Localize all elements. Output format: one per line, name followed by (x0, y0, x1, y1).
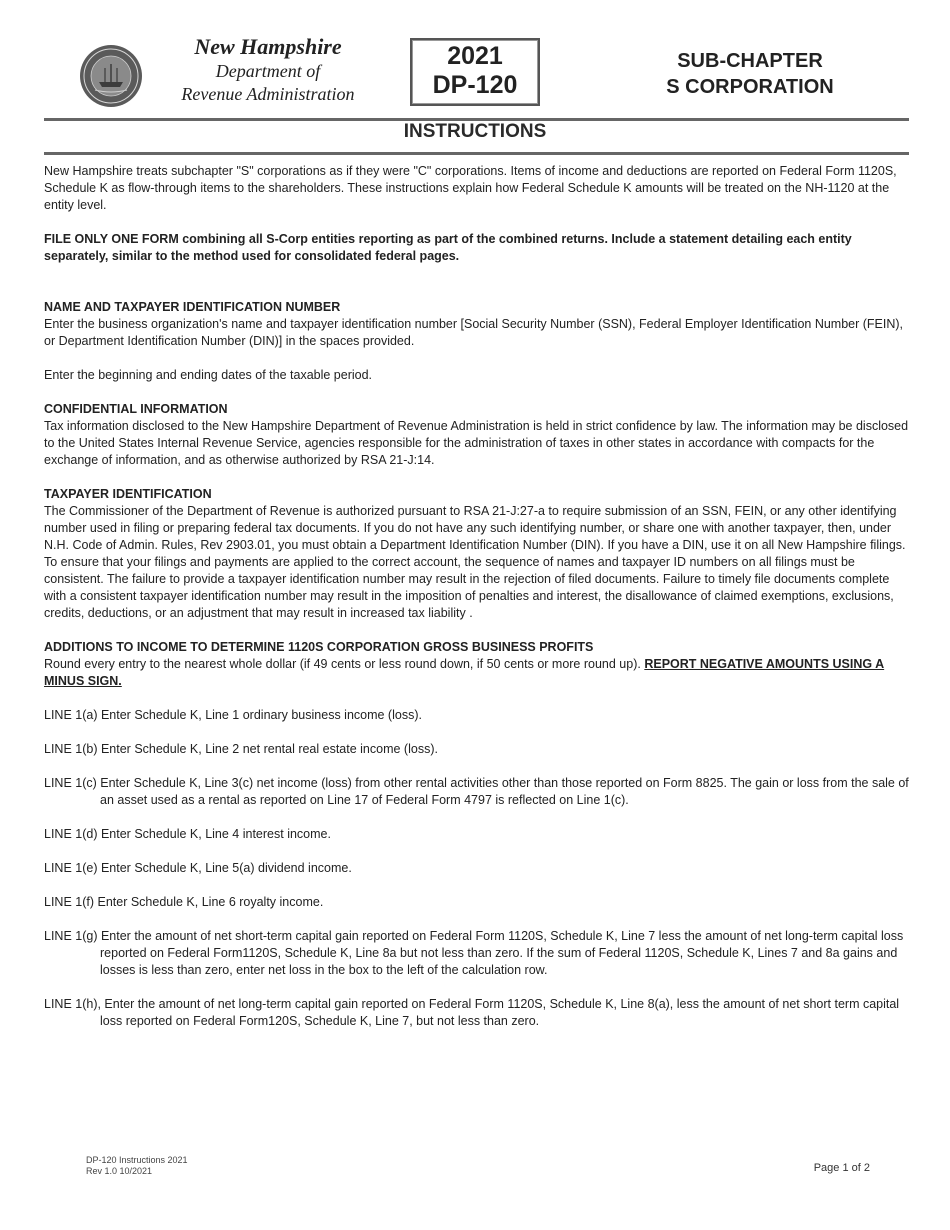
name-tin-text: Enter the business organization's name and taxpayer identification number [Social Security Number (SSN), Federal Employer Identification Number (FEIN), or Department Identification Number (DIN)] in the spaces provided. (44, 317, 904, 348)
header-divider-bottom (44, 152, 909, 155)
line-item: LINE 1(h), Enter the amount of net long-term capital gain reported on Federal Form 1120S, Schedule K, Line 8(a), less the amount of net short term capital loss reported on Federal Form120S, Schedule K, Line 7, but not less than zero. (44, 997, 900, 1028)
line-item: LINE 1(e) Enter Schedule K, Line 5(a) dividend income. (44, 861, 352, 875)
rounding-text: Round every entry to the nearest whole dollar (if 49 cents or less round down, if 50 cents or more round up). (44, 657, 645, 671)
dates-text: Enter the beginning and ending dates of the taxable period. (44, 368, 373, 382)
additions-text (44, 656, 914, 690)
form-year: 2021 (447, 42, 503, 70)
line-item: LINE 1(f) Enter Schedule K, Line 6 royalty income. (44, 895, 324, 909)
state-seal-icon (79, 44, 143, 108)
agency-dept-line1: Department of (215, 61, 321, 81)
line-item: LINE 1(d) Enter Schedule K, Line 4 interest income. (44, 827, 331, 841)
footer-revision: Rev 1.0 10/2021 (86, 1166, 153, 1176)
agency-name (158, 34, 378, 106)
intro-paragraph: New Hampshire treats subchapter "S" corporations as if they were "C" corporations. Items of income and deductions are reported on Federal Form 1120S, Schedule K as flow-through items to the shareholders. These instructions explain how Federal Schedule K amounts will be treated on the NH-1120 at the entity level. (44, 164, 897, 212)
footer-doc-info (86, 1155, 188, 1177)
name-tin-heading: NAME AND TAXPAYER IDENTIFICATION NUMBER (44, 300, 341, 314)
agency-dept-line2: Revenue Administration (181, 84, 355, 104)
line-item: LINE 1(a) Enter Schedule K, Line 1 ordinary business income (loss). (44, 708, 422, 722)
taxpayer-id-text: The Commissioner of the Department of Revenue is authorized pursuant to RSA 21-J:27-a to require submission of an SSN, FEIN, or any other identifying number used in filing or preparing federal tax documents. If you do not have any such identifying number, or share one with another taxpayer, then, under N.H. Code of Admin. Rules, Rev 2903.01, you must obtain a Department Identification Number (DIN). If you have a DIN, use it on all New Hampshire filings. To ensure that your filings and payments are applied to the correct account, the sequence of names and taxpayer ID numbers on all filings must be consistent. The failure to provide a taxpayer identification number may result in the rejection of filed documents. Failure to timely file documents complete with a consistent taxpayer identification number may result in the imposition of penalties and interest, the disallowance of claimed exemptions, exclusions, credits, deductions, or an adjustment that may result in increased tax liability . (44, 504, 906, 620)
line-item: LINE 1(b) Enter Schedule K, Line 2 net rental real estate income (loss). (44, 742, 438, 756)
negative-amounts-notice: REPORT NEGATIVE AMOUNTS USING A MINUS SIGN. (44, 657, 885, 688)
additions-heading: ADDITIONS TO INCOME TO DETERMINE 1120S CORPORATION GROSS BUSINESS PROFITS (44, 640, 594, 654)
line-item: LINE 1(g) Enter the amount of net short-term capital gain reported on Federal Form 1120S, Schedule K, Line 7 less the amount of net long-term capital loss reported on Federal Form1120S, Schedule K, Line 8a but not less than zero. If the sum of Federal 1120S, Schedule K, Lines 7 and 8a gains and losses is less than zero, enter net loss in the box to the left of the calculation row. (44, 929, 904, 977)
form-id-box (410, 38, 540, 106)
taxpayer-id-heading: TAXPAYER IDENTIFICATION (44, 487, 212, 501)
agency-state: New Hampshire (194, 34, 342, 59)
subchapter-line1: SUB-CHAPTER (677, 50, 823, 72)
page-number: Page 1 of 2 (813, 1162, 870, 1174)
form-number: DP-120 (432, 71, 518, 99)
instructions-body (44, 163, 914, 1030)
file-only-notice: FILE ONLY ONE FORM combining all S-Corp entities reporting as part of the combined returns. Include a statement detailing each entity separately, similar to the method used for consolidated federal pages. (44, 232, 852, 263)
confidential-heading: CONFIDENTIAL INFORMATION (44, 402, 228, 416)
subchapter-line2: S CORPORATION (666, 76, 834, 98)
confidential-text: Tax information disclosed to the New Hampshire Department of Revenue Administration is held in strict confidence by law. The information may be disclosed to the United States Internal Revenue Service, agencies responsible for the administration of taxes in other states in accordance with compacts for the exchange of information, and as otherwise authorized by RSA 21-J:14. (44, 419, 909, 467)
subchapter-title (630, 48, 870, 100)
page-title: INSTRUCTIONS (403, 121, 547, 142)
line-item: LINE 1(c) Enter Schedule K, Line 3(c) net income (loss) from other rental activities other than those reported on Form 8825. The gain or loss from the sale of an asset used as a rental as reported on Line 17 of Federal Form 4797 is reflected on Line 1(c). (44, 776, 909, 807)
footer-doc-name: DP-120 Instructions 2021 (86, 1155, 188, 1165)
